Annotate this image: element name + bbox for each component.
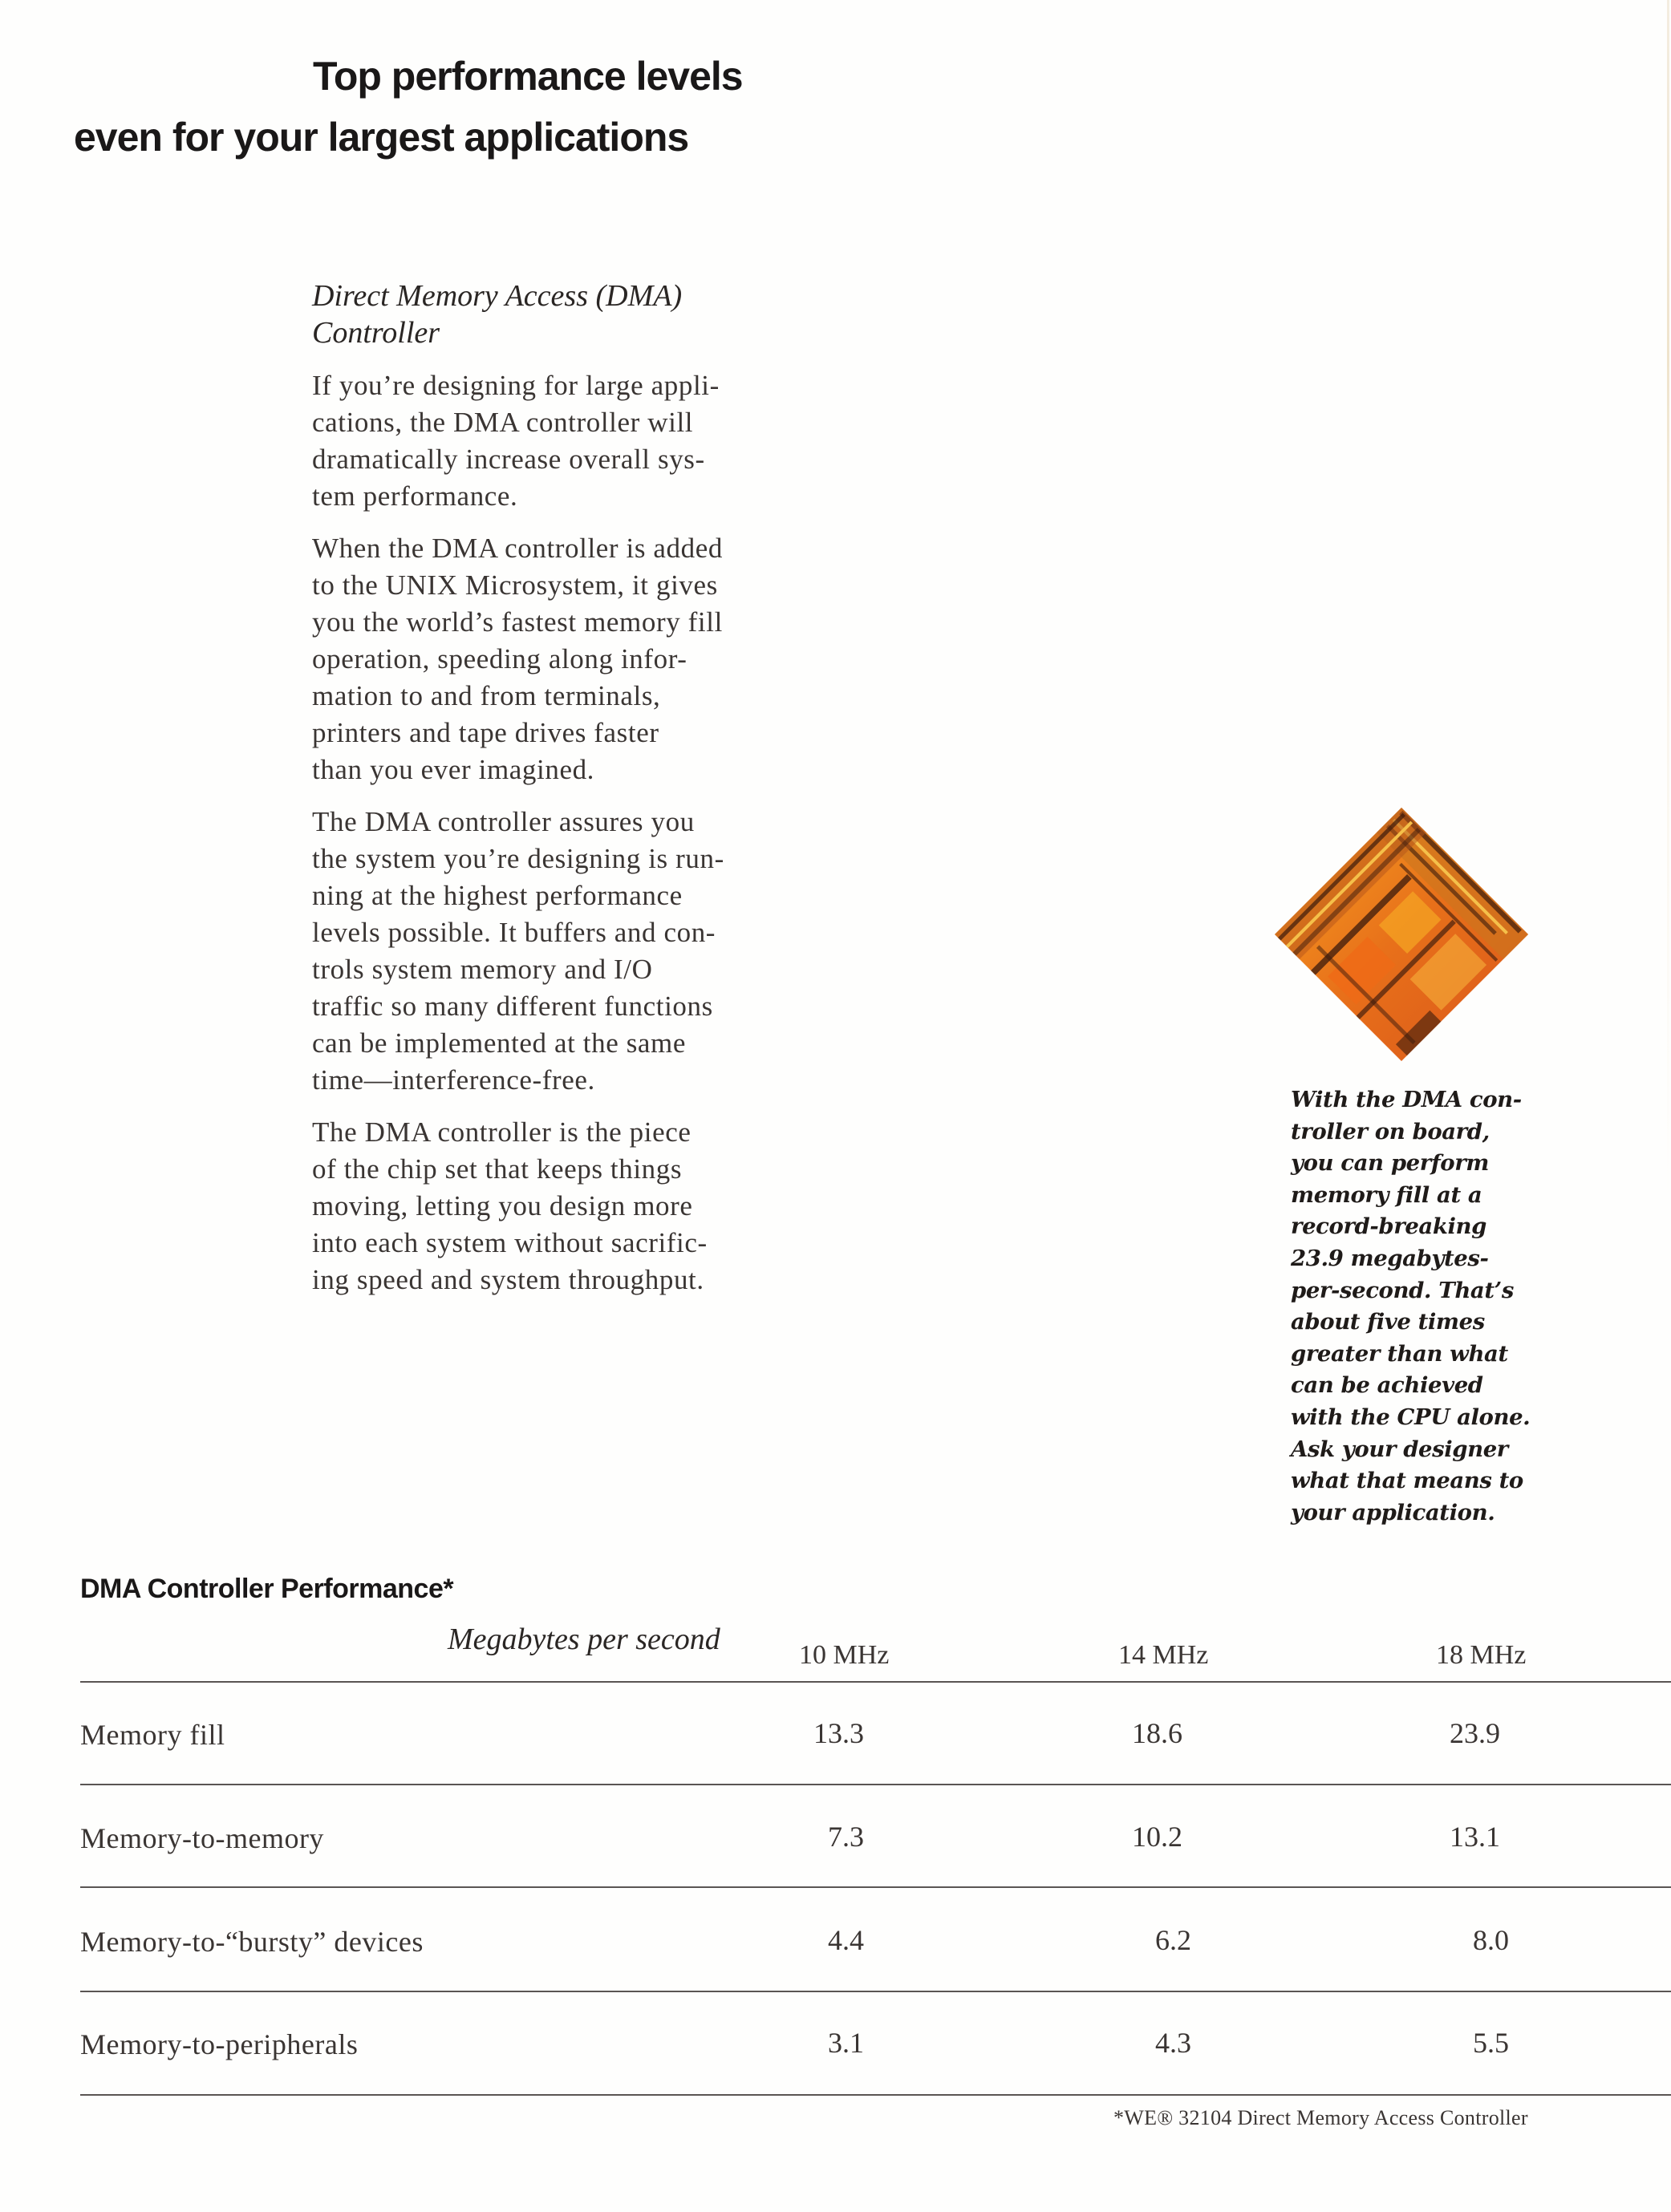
page-heading-line2: even for your largest applications [74,115,689,160]
page-edge [1667,0,1669,1203]
photo-caption [1291,1084,1564,1529]
caption-line: what that means to [1291,1468,1523,1494]
table-cell: 23.9 [1450,1717,1500,1749]
text-line: of the chip set that keeps things [312,1153,683,1185]
table-cell: 4.4 [828,1924,864,1956]
text-line: tem performance. [312,480,518,512]
table-footnote: *WE® 32104 Direct Memory Access Controller [1113,2106,1528,2129]
row-divider [80,1886,1671,1888]
table-cell: 4.3 [1155,2027,1191,2059]
text-line: mation to and from terminals, [312,680,661,711]
row-label: Memory fill [80,1719,225,1751]
table-cell: 8.0 [1473,1924,1509,1956]
column-header-14mhz: 14 MHz [1118,1640,1209,1670]
text-line: cations, the DMA controller will [312,407,694,438]
caption-line: With the DMA con- [1291,1087,1522,1112]
text-line: operation, speeding along infor- [312,643,687,675]
page-heading-line1: Top performance levels [313,54,743,99]
text-line: ing speed and system throughput. [312,1264,704,1295]
text-line: trols system memory and I/O [312,954,653,985]
table-title: DMA Controller Performance* [80,1574,454,1604]
section-title-line1: Direct Memory Access (DMA) [312,279,683,313]
table-header-rule [80,1681,1671,1683]
text-line: to the UNIX Microsystem, it gives [312,569,718,601]
caption-line: greater than what [1291,1340,1508,1367]
paragraph [312,530,825,788]
text-line: than you ever imagined. [312,754,595,785]
table-cell: 5.5 [1473,2027,1509,2059]
text-line: can be implemented at the same [312,1027,687,1059]
text-line: printers and tape drives faster [312,717,659,748]
text-line: The DMA controller assures you [312,806,695,837]
text-line: ning at the highest performance [312,880,683,911]
caption-line: per-second. That’s [1291,1277,1514,1303]
chip-die-graphic [1275,808,1528,1061]
text-line: time—interference-free. [312,1064,595,1096]
section-title [312,278,682,351]
paragraph [312,1114,825,1298]
row-label: Memory-to-memory [80,1822,324,1854]
table-cell: 18.6 [1132,1717,1182,1749]
caption-line: with the CPU alone. [1291,1404,1531,1430]
text-line: the system you’re designing is run- [312,843,724,874]
section-title-line2: Controller [312,316,440,350]
table-cell: 13.1 [1450,1821,1500,1853]
caption-line: 23.9 megabytes- [1291,1245,1489,1271]
text-line: you the world’s fastest memory fill [312,606,723,638]
row-divider [80,1991,1671,1992]
caption-line: can be achieved [1291,1372,1483,1399]
column-header-10mhz: 10 MHz [799,1640,890,1670]
row-label: Memory-to-“bursty” devices [80,1926,424,1958]
text-line: traffic so many different functions [312,991,713,1022]
text-line: into each system without sacrific- [312,1227,708,1258]
table-unit-label: Megabytes per second [448,1623,720,1656]
row-label: Memory-to-peripherals [80,2028,359,2060]
caption-line: Ask your designer [1291,1436,1508,1462]
row-divider [80,1784,1671,1785]
text-line: The DMA controller is the piece [312,1116,692,1148]
microchip-photo-icon [1275,808,1528,1061]
table-bottom-rule [80,2094,1671,2096]
table-cell: 10.2 [1132,1821,1182,1853]
text-line: When the DMA controller is added [312,533,723,564]
caption-line: troller on board, [1291,1118,1490,1144]
caption-line: memory fill at a [1291,1181,1482,1208]
paragraph [312,367,825,515]
caption-line: your application. [1291,1499,1495,1525]
caption-line: about five times [1291,1309,1485,1335]
text-line: dramatically increase overall sys- [312,444,705,475]
text-line: levels possible. It buffers and con- [312,917,716,948]
text-line: If you’re designing for large appli- [312,370,720,401]
column-header-18mhz: 18 MHz [1436,1640,1527,1670]
table-cell: 13.3 [813,1717,864,1749]
caption-line: record-breaking [1291,1213,1486,1240]
paragraph [312,804,825,1099]
text-line: moving, letting you design more [312,1190,693,1221]
caption-line: you can perform [1291,1150,1489,1177]
table-cell: 7.3 [828,1821,864,1853]
table-cell: 3.1 [828,2027,864,2059]
body-text [312,367,825,1314]
table-cell: 6.2 [1155,1924,1191,1956]
